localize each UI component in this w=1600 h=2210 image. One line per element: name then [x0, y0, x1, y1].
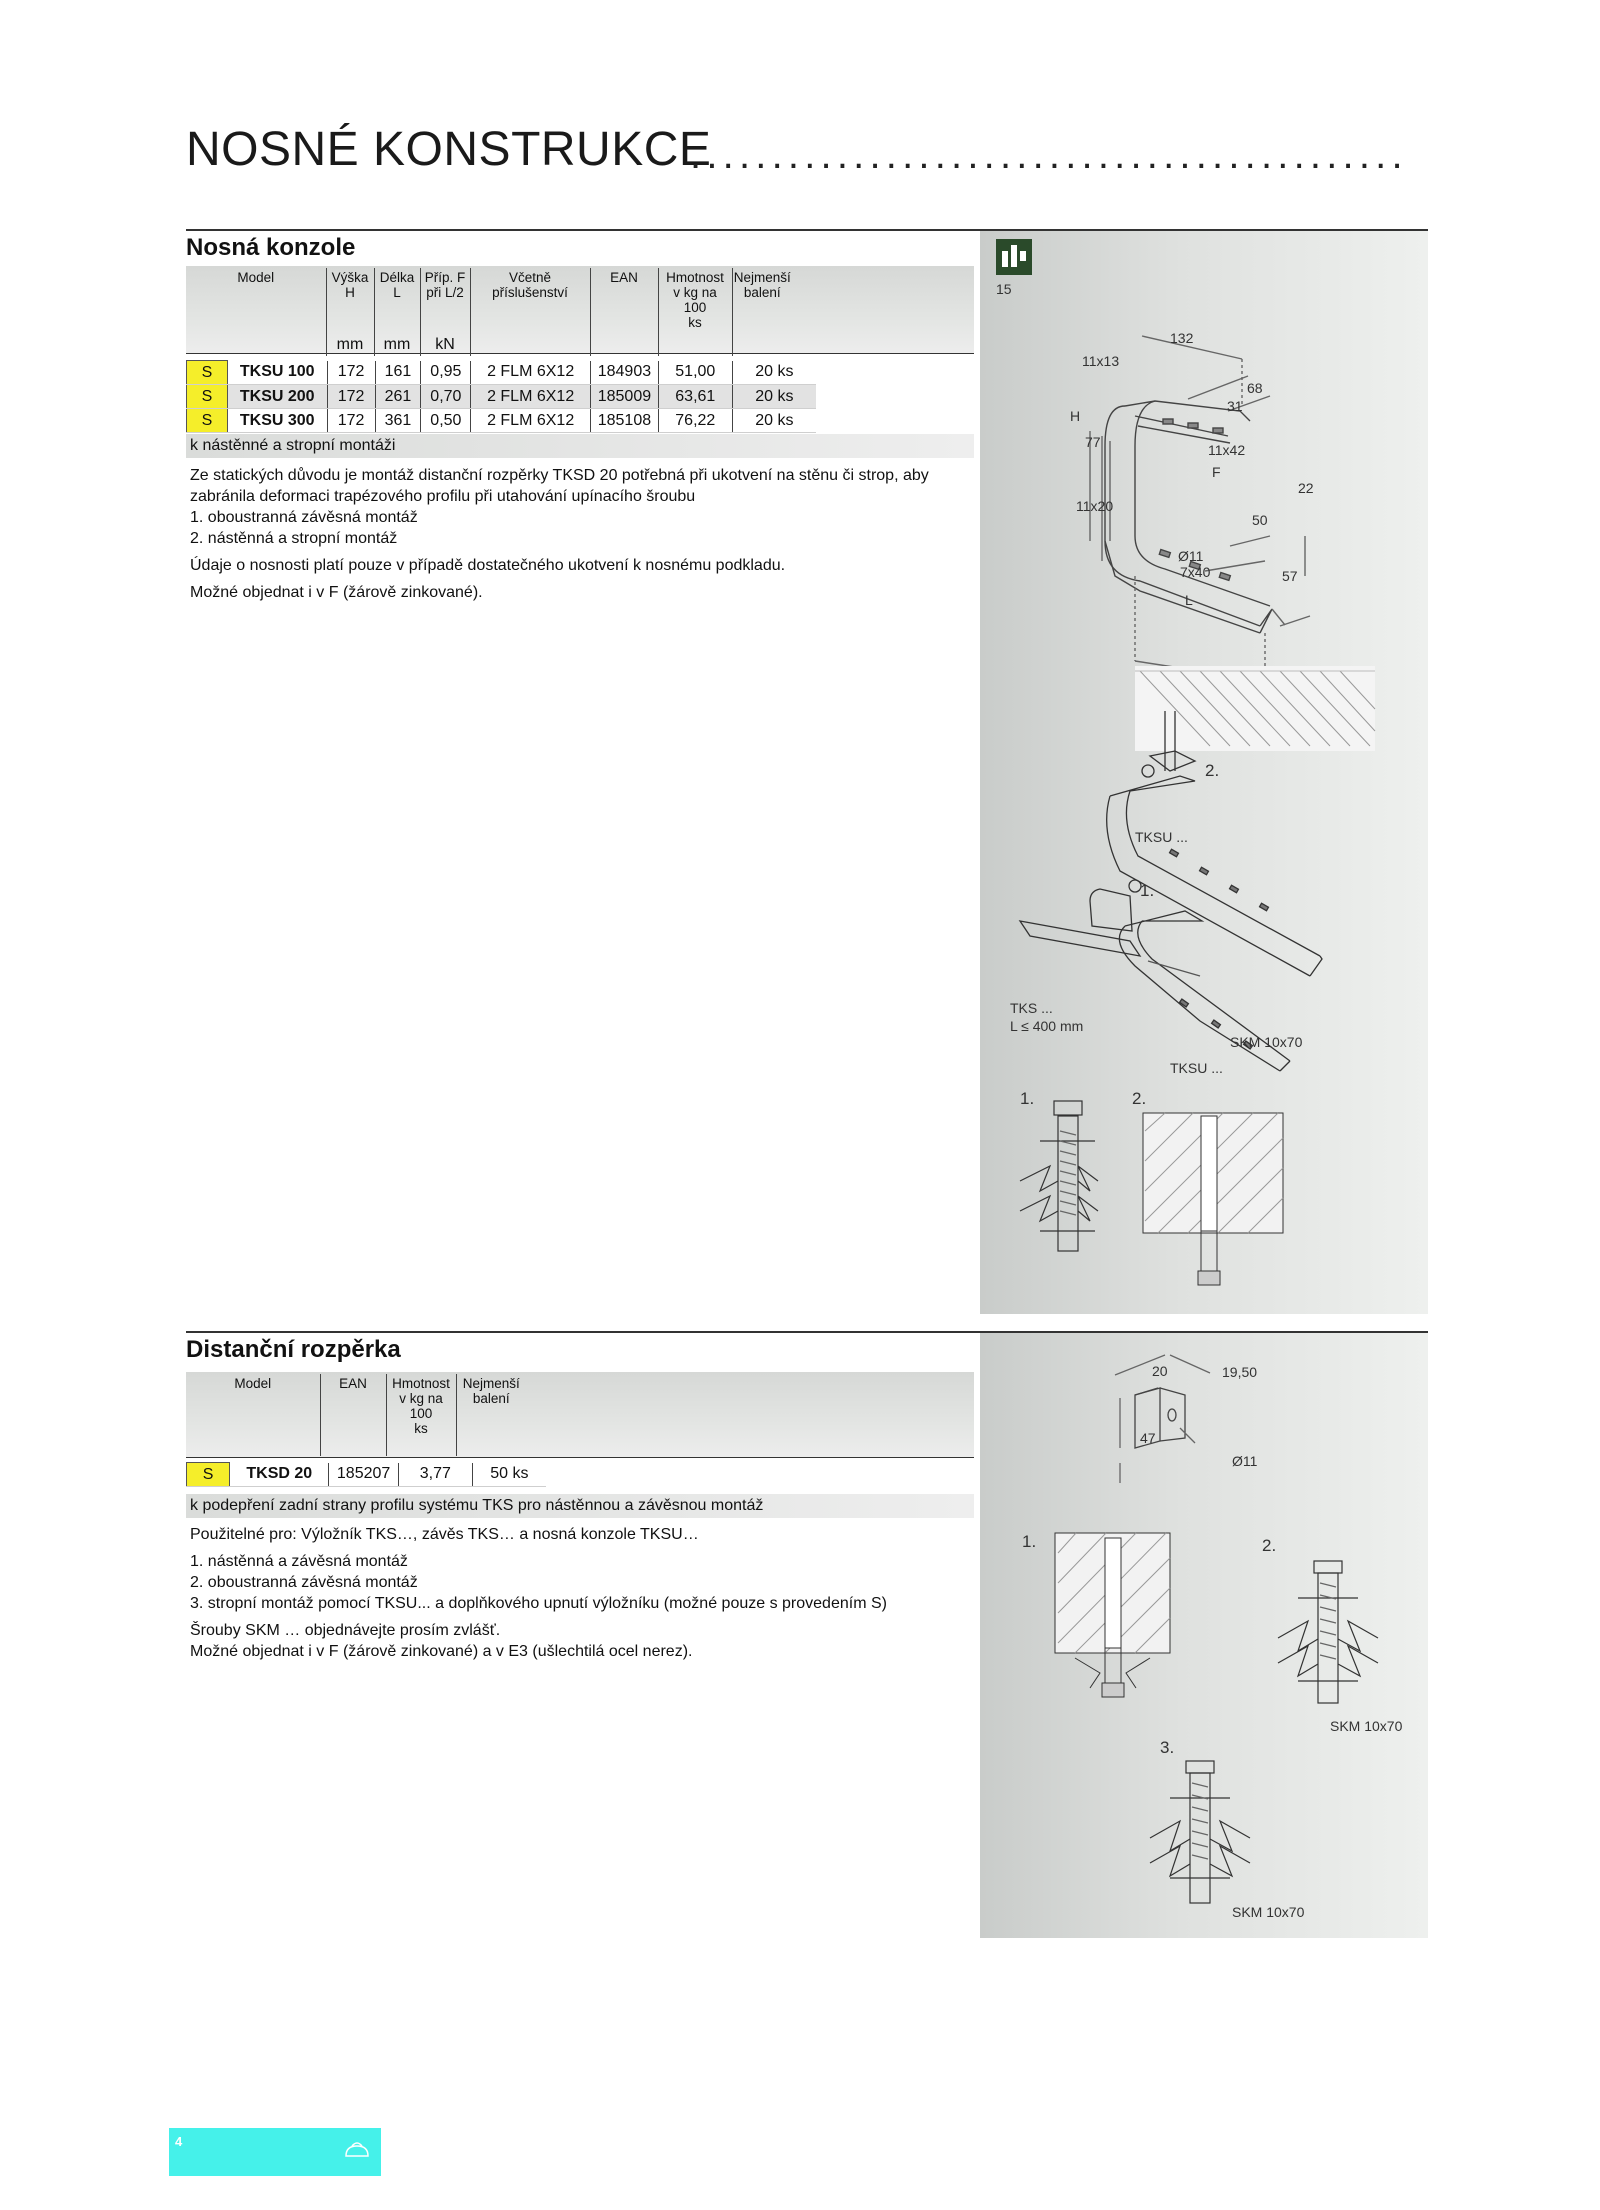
dim-label: 57 — [1282, 568, 1298, 584]
paragraph: Možné objednat i v F (žárově zinkované). — [190, 584, 483, 601]
length-cell: 361 — [375, 409, 421, 433]
step-label: 1. — [1022, 1532, 1037, 1551]
spacer-table — [186, 1374, 566, 1456]
dim-label: 77 — [1085, 434, 1101, 450]
model-cell: TKSU 100 — [227, 361, 327, 385]
mounting-type-icon — [996, 239, 1032, 275]
height-cell: 172 — [327, 385, 375, 409]
page-title: NOSNÉ KONSTRUKCE — [186, 123, 712, 176]
length-cell: 261 — [375, 385, 421, 409]
weight-cell: 76,22 — [658, 409, 732, 433]
step-label: 1. — [1020, 1089, 1035, 1108]
title-dot-leader: ............................................ — [690, 133, 1408, 177]
note-bar: k nástěnné a stropní montáži — [186, 434, 974, 458]
paragraph: Údaje o nosnosti platí pouze v případě dostatečného ukotvení k nosnému podkladu. — [190, 557, 786, 574]
list-item: 1. oboustranná závěsná montáž — [190, 509, 418, 526]
stock-badge: S — [187, 361, 228, 385]
note-bar: k podepření zadní strany profilu systému TKS pro nástěnnou a závěsnou montáž — [186, 1494, 974, 1518]
dim-label: H — [1070, 408, 1081, 424]
ean-cell: 185207 — [329, 1463, 399, 1487]
paragraph: Použitelné pro: Výložník TKS…, závěs TKS… a nosná konzole TKSU… — [190, 1526, 699, 1543]
dim-label: F — [1212, 464, 1221, 480]
pack-cell: 20 ks — [732, 409, 816, 433]
tksu-bracket-dimension-drawing — [1090, 336, 1310, 681]
weight-cell: 3,77 — [398, 1463, 472, 1487]
col-header-height: Výška H — [326, 268, 374, 333]
dim-label: 22 — [1298, 480, 1314, 496]
dim-label: 68 — [1247, 380, 1263, 396]
col-header-accessories: Včetně příslušenství — [470, 268, 590, 333]
wall-hatch-detail — [1143, 1113, 1283, 1285]
bracket-drawing — [980, 231, 1428, 1314]
dim-label: 20 — [1152, 1363, 1168, 1379]
product-table-body — [186, 360, 816, 433]
part-label: L ≤ 400 mm — [1010, 1018, 1084, 1034]
load-cell: 0,50 — [421, 409, 471, 433]
ean-cell: 185009 — [590, 385, 658, 409]
step-label: 2. — [1262, 1536, 1277, 1555]
length-cell: 161 — [375, 361, 421, 385]
paragraph: Šrouby SKM … objednávejte prosím zvlášť. — [190, 1622, 501, 1639]
part-label: SKM 10x70 — [1232, 1904, 1305, 1920]
dim-label: Ø11 — [1232, 1453, 1258, 1469]
dim-label: L — [1185, 592, 1193, 608]
col-header-load: Příp. F při L/2 — [420, 268, 470, 333]
step-label: 3. — [1160, 1738, 1175, 1757]
dim-label: 50 — [1252, 512, 1268, 528]
paragraph: Ze statických důvodu je montáž distanční rozpěrky TKSD 20 potřebná při ukotvení na stěnu či strop, aby zabránila deformaci trapézového profilu při utahování upínacího šroubu — [190, 467, 929, 505]
col-header-weight: Hmotnost v kg na 100 ks — [386, 1374, 456, 1456]
part-label: SKM 10x70 — [1330, 1718, 1403, 1734]
model-cell: TKSD 20 — [230, 1463, 329, 1487]
dim-label: 7x40 — [1180, 564, 1211, 580]
dim-label: 31 — [1227, 398, 1243, 414]
pack-cell: 50 ks — [472, 1463, 546, 1487]
part-label: TKSU ... — [1135, 829, 1188, 845]
table-row — [187, 385, 817, 409]
table-row — [187, 361, 817, 385]
col-header-pack: Nejmenší balení — [456, 1374, 526, 1456]
table-header-rule — [186, 1457, 974, 1458]
step-label: 1. — [1140, 881, 1155, 900]
load-cell: 0,95 — [421, 361, 471, 385]
unit-mm: mm — [326, 333, 374, 356]
spacer-drawing — [980, 1333, 1428, 1938]
table-row — [187, 409, 817, 433]
list-item: 3. stropní montáž pomocí TKSU... a doplňkového upnutí výložníku (možné pouze s provedením S) — [190, 1595, 887, 1612]
dim-label: 19,50 — [1222, 1364, 1258, 1380]
dim-label: Ø11 — [1178, 548, 1204, 564]
model-cell: TKSU 200 — [227, 385, 327, 409]
part-label: TKSU ... — [1170, 1060, 1223, 1076]
pack-cell: 20 ks — [732, 361, 816, 385]
dim-label: 11x13 — [1082, 353, 1120, 369]
section-title: Nosná konzole — [186, 234, 356, 261]
dim-label: 11x42 — [1208, 442, 1246, 458]
col-header-pack: Nejmenší balení — [732, 268, 792, 333]
pack-cell: 20 ks — [732, 385, 816, 409]
model-cell: TKSU 300 — [227, 409, 327, 433]
load-cell: 0,70 — [421, 385, 471, 409]
col-header-model: Model — [237, 270, 275, 285]
part-label: SKM 10x70 — [1230, 1034, 1303, 1050]
unit-mm: mm — [374, 333, 420, 356]
accessories-cell: 2 FLM 6X12 — [471, 361, 591, 385]
paragraph: Možné objednat i v F (žárově zinkované) a v E3 (ušlechtilá ocel nerez). — [190, 1643, 693, 1660]
dim-label: 47 — [1140, 1430, 1156, 1446]
unit-kn: kN — [420, 333, 470, 356]
weight-cell: 63,61 — [658, 385, 732, 409]
badge-number: 15 — [996, 281, 1012, 297]
height-cell: 172 — [327, 409, 375, 433]
col-header-weight: Hmotnost v kg na 100 ks — [658, 268, 732, 333]
spacer-table-body — [186, 1462, 546, 1487]
ean-cell: 185108 — [590, 409, 658, 433]
step-label: 2. — [1205, 761, 1220, 780]
section-title: Distanční rozpěrka — [186, 1336, 401, 1363]
accessories-cell: 2 FLM 6X12 — [471, 409, 591, 433]
logo-icon — [343, 2138, 371, 2162]
weight-cell: 51,00 — [658, 361, 732, 385]
list-item: 2. nástěnná a stropní montáž — [190, 530, 398, 547]
product-table — [186, 268, 974, 356]
anchor-detail-drawing — [1020, 1101, 1098, 1251]
ceiling-hatch — [1135, 666, 1375, 751]
height-cell: 172 — [327, 361, 375, 385]
list-item: 1. nástěnná a závěsná montáž — [190, 1553, 408, 1570]
footer-badge — [169, 2128, 381, 2176]
col-header-model: Model — [234, 1376, 272, 1391]
col-header-length: Délka L — [374, 268, 420, 333]
part-label: TKS ... — [1010, 1000, 1053, 1016]
stock-badge: S — [187, 1463, 230, 1487]
dim-label: 11x20 — [1076, 498, 1114, 514]
ean-cell: 184903 — [590, 361, 658, 385]
stock-badge: S — [187, 409, 228, 433]
description — [190, 465, 970, 603]
description — [190, 1524, 970, 1662]
stock-badge: S — [187, 385, 228, 409]
list-item: 2. oboustranná závěsná montáž — [190, 1574, 418, 1591]
table-row — [187, 1463, 547, 1487]
mounting-assembly-drawing — [1020, 711, 1322, 1071]
step-label: 2. — [1132, 1089, 1147, 1108]
accessories-cell: 2 FLM 6X12 — [471, 385, 591, 409]
wall-hatch-detail — [1055, 1533, 1170, 1697]
page-number: 4 — [175, 2134, 183, 2149]
col-header-ean: EAN — [320, 1374, 386, 1456]
dim-label: 132 — [1170, 330, 1194, 346]
col-header-ean: EAN — [590, 268, 658, 333]
